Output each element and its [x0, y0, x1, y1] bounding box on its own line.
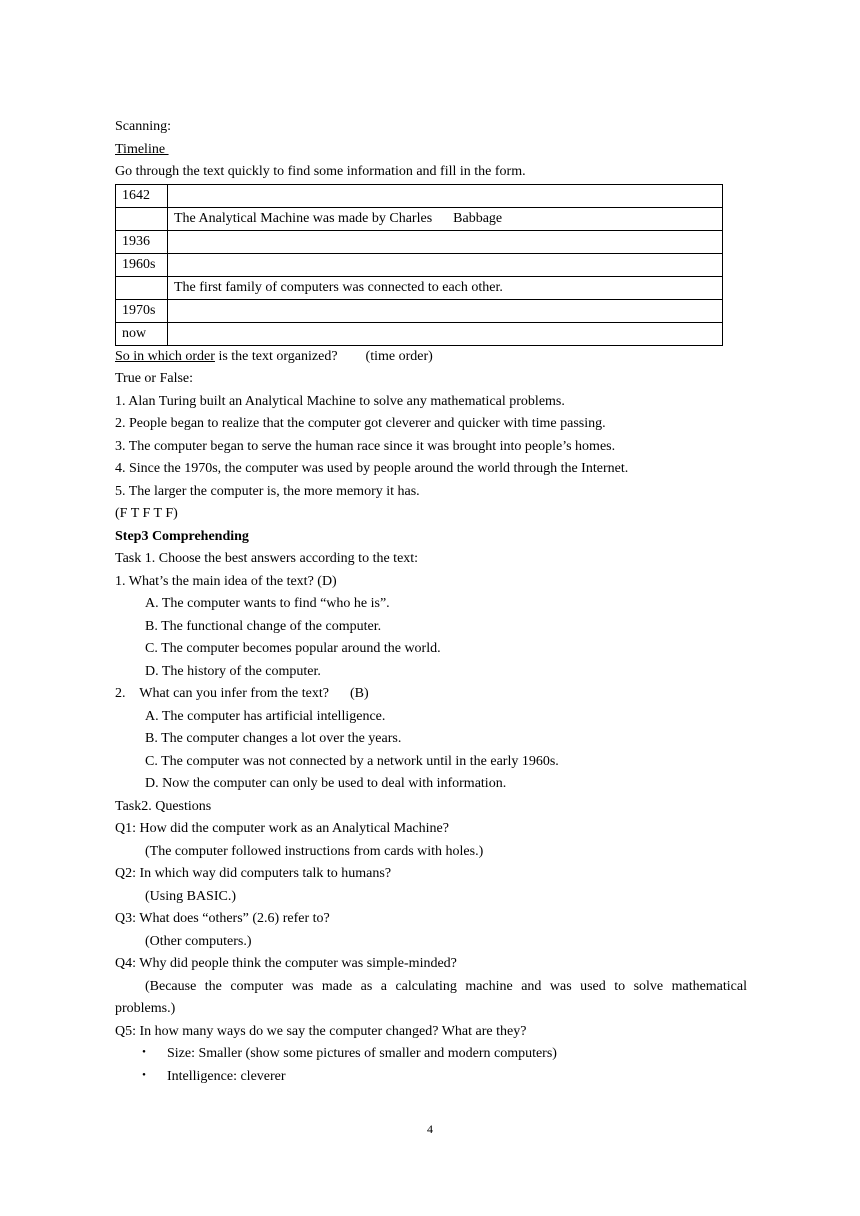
- answer-q3: (Other computers.): [145, 933, 252, 949]
- year-cell: 1936: [116, 230, 168, 253]
- true-false-label: True or False:: [115, 371, 194, 386]
- question-q3: Q3: What does “others” (2.6) refer to?: [115, 911, 330, 926]
- year-cell: 1960s: [116, 253, 168, 276]
- order-question: [115, 346, 747, 369]
- option-item: D. The history of the computer.: [145, 663, 321, 679]
- timeline-label: Timeline: [115, 141, 169, 157]
- order-question-underlined: So in which order: [115, 348, 215, 364]
- bullet-text: Size: Smaller (show some pictures of smaller and modern computers): [167, 1046, 557, 1061]
- option-item: D. Now the computer can only be used to deal with information.: [145, 776, 507, 791]
- bullet-text: Intelligence: cleverer: [167, 1068, 286, 1084]
- page-number: 4: [427, 1122, 433, 1136]
- document-page: [115, 116, 747, 1088]
- year-cell: now: [116, 322, 168, 345]
- list-item: [115, 1066, 747, 1089]
- question-q5: Q5: In how many ways do we say the computer changed? What are they?: [115, 1023, 527, 1039]
- answer-q2: (Using BASIC.): [145, 888, 237, 904]
- answer-q1: (The computer followed instructions from cards with holes.): [145, 843, 484, 859]
- task1-heading: Task 1. Choose the best answers according to the text:: [115, 551, 419, 566]
- order-question-rest: is the text organized? (time order): [214, 348, 433, 364]
- question-2: 2. What can you infer from the text? (B): [115, 686, 369, 701]
- option-item: B. The functional change of the computer.: [145, 618, 382, 634]
- step3-heading: Step3 Comprehending: [115, 528, 249, 544]
- option-item: C. The computer was not connected by a network until in the early 1960s.: [145, 753, 559, 769]
- tf-answer: (F T F T F): [115, 506, 178, 521]
- bullet-icon: ・: [137, 1068, 151, 1084]
- event-cell: [168, 322, 723, 345]
- event-cell: [168, 253, 723, 276]
- table-row: [116, 322, 723, 345]
- option-item: B. The computer changes a lot over the years.: [145, 731, 402, 746]
- question-q1: Q1: How did the computer work as an Analytical Machine?: [115, 821, 449, 836]
- question-1: 1. What’s the main idea of the text? (D): [115, 573, 337, 589]
- table-row: [116, 276, 723, 299]
- tf-item: 4. Since the 1970s, the computer was used by people around the world through the Internet.: [115, 461, 629, 476]
- event-cell: [168, 230, 723, 253]
- event-cell: [168, 184, 723, 207]
- list-item: [115, 1043, 747, 1066]
- table-row: [116, 184, 723, 207]
- task2-heading: Task2. Questions: [115, 798, 212, 814]
- table-row: [116, 230, 723, 253]
- timeline-table: [115, 184, 723, 346]
- year-cell: [116, 207, 168, 230]
- tf-item: 1. Alan Turing built an Analytical Machine to solve any mathematical problems.: [115, 393, 565, 409]
- option-item: A. The computer has artificial intelligence.: [145, 708, 386, 724]
- event-cell: [168, 299, 723, 322]
- question-q2: Q2: In which way did computers talk to humans?: [115, 866, 392, 881]
- event-cell: The Analytical Machine was made by Charles Babbage: [168, 207, 723, 230]
- event-cell: The first family of computers was connected to each other.: [168, 276, 723, 299]
- table-row: [116, 207, 723, 230]
- year-cell: [116, 276, 168, 299]
- scanning-label: Scanning:: [115, 119, 171, 134]
- year-cell: 1970s: [116, 299, 168, 322]
- year-cell: 1642: [116, 184, 168, 207]
- option-item: A. The computer wants to find “who he is”.: [145, 596, 390, 611]
- answer-q4-line2: problems.): [115, 1001, 176, 1016]
- instruction-text: Go through the text quickly to find some information and fill in the form.: [115, 164, 526, 179]
- table-row: [116, 299, 723, 322]
- bullet-icon: ・: [137, 1046, 151, 1061]
- question-q4: Q4: Why did people think the computer was simple-minded?: [115, 956, 457, 971]
- tf-item: 3. The computer began to serve the human race since it was brought into people’s homes.: [115, 438, 616, 454]
- option-item: C. The computer becomes popular around the world.: [145, 641, 441, 656]
- tf-item: 2. People began to realize that the computer got cleverer and quicker with time passing.: [115, 416, 606, 431]
- answer-q4-line1: (Because the computer was made as a calculating machine and was used to solve mathematical: [145, 978, 747, 994]
- table-row: [116, 253, 723, 276]
- tf-item: 5. The larger the computer is, the more memory it has.: [115, 483, 420, 499]
